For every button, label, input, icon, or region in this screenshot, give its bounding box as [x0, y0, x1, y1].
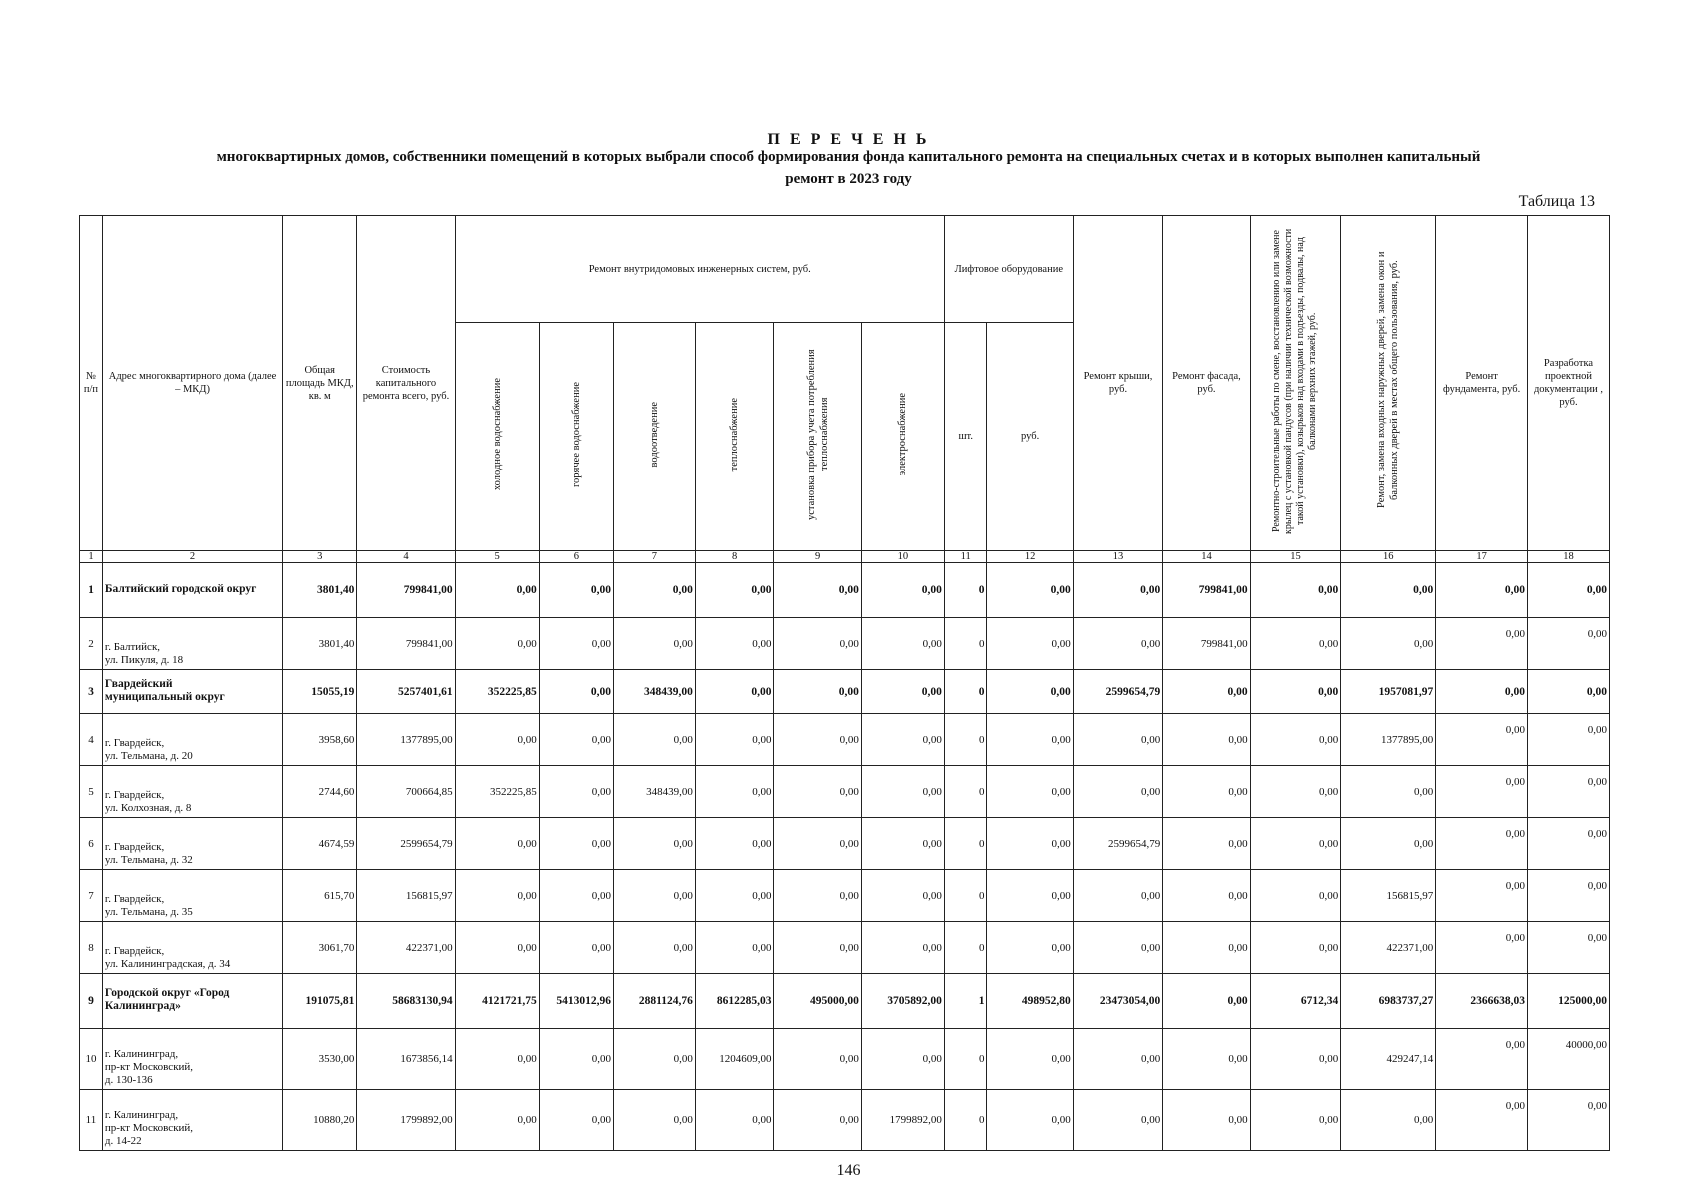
row-number: 2 [80, 618, 103, 670]
cell-facade: 0,00 [1163, 870, 1250, 922]
column-number: 8 [695, 551, 774, 563]
cell-cost: 422371,00 [357, 922, 455, 974]
cell-area: 3061,70 [283, 922, 357, 974]
cell-heat: 0,00 [695, 563, 774, 618]
cell-roof: 0,00 [1073, 766, 1163, 818]
header-facade: Ремонт фасада, руб. [1163, 216, 1250, 551]
cell-lift-n: 0 [944, 870, 987, 922]
cell-lift-n: 0 [944, 714, 987, 766]
column-number: 12 [987, 551, 1073, 563]
header-foundation: Ремонт фундамента, руб. [1436, 216, 1528, 551]
cell-cost: 1377895,00 [357, 714, 455, 766]
address-line: д. 130-136 [104, 1074, 153, 1086]
cell-lift-n: 0 [944, 1090, 987, 1151]
document-subtitle: многоквартирных домов, собственники помещений в которых выбрали способ формирования фонда капитального ремонта на специальных счетах и в которых выполнен капитальный [216, 149, 1481, 165]
cell-drain: 0,00 [613, 818, 695, 870]
cell-lift-n: 0 [944, 818, 987, 870]
cell-design: 0,00 [1527, 766, 1609, 818]
cell-area: 2744,60 [283, 766, 357, 818]
cell-cold: 0,00 [455, 1029, 539, 1090]
column-number: 15 [1250, 551, 1341, 563]
cell-design: 125000,00 [1527, 974, 1609, 1029]
cell-facade: 0,00 [1163, 1029, 1250, 1090]
cell-roof: 23473054,00 [1073, 974, 1163, 1029]
cell-elec: 0,00 [861, 870, 944, 922]
cell-heat: 1204609,00 [695, 1029, 774, 1090]
address-line: Калининград» [104, 1000, 181, 1012]
row-address [102, 618, 282, 670]
cell-lift-n: 0 [944, 670, 987, 714]
table-row [80, 670, 1610, 714]
header-area: Общая площадь МКД, кв. м [283, 216, 357, 551]
cell-lift-n: 0 [944, 618, 987, 670]
cell-heat: 0,00 [695, 766, 774, 818]
cell-lift-rub: 0,00 [987, 1090, 1073, 1151]
column-number: 4 [357, 551, 455, 563]
cell-constr: 0,00 [1250, 563, 1341, 618]
cell-doors: 1957081,97 [1341, 670, 1436, 714]
cell-found: 0,00 [1436, 870, 1528, 922]
cell-constr: 0,00 [1250, 818, 1341, 870]
cell-facade: 0,00 [1163, 714, 1250, 766]
cell-cold: 352225,85 [455, 670, 539, 714]
cell-heat: 0,00 [695, 714, 774, 766]
document-subtitle-2: ремонт в 2023 году [785, 171, 912, 187]
cell-doors: 429247,14 [1341, 1029, 1436, 1090]
cell-doors: 156815,97 [1341, 870, 1436, 922]
cell-doors: 0,00 [1341, 563, 1436, 618]
cell-design: 0,00 [1527, 618, 1609, 670]
row-number: 7 [80, 870, 103, 922]
cell-hot: 0,00 [539, 870, 613, 922]
cell-meter: 0,00 [774, 670, 861, 714]
cell-elec: 0,00 [861, 1029, 944, 1090]
row-number: 3 [80, 670, 103, 714]
cell-roof: 2599654,79 [1073, 818, 1163, 870]
row-address [102, 766, 282, 818]
column-number: 18 [1527, 551, 1609, 563]
cell-heat: 0,00 [695, 670, 774, 714]
cell-area: 3530,00 [283, 1029, 357, 1090]
header-num: № п/п [80, 216, 103, 551]
cell-constr: 0,00 [1250, 1090, 1341, 1151]
column-number: 5 [455, 551, 539, 563]
address-line: г. Калининград, [104, 1048, 179, 1060]
cell-lift-rub: 0,00 [987, 714, 1073, 766]
address-line: г. Гвардейск, [104, 893, 165, 905]
cell-hot: 0,00 [539, 766, 613, 818]
table-row [80, 1029, 1610, 1090]
cell-lift-rub: 0,00 [987, 563, 1073, 618]
header-drainage: водоотведение [613, 323, 695, 551]
cell-cold: 0,00 [455, 870, 539, 922]
header-lift-group: Лифтовое оборудование [944, 216, 1073, 323]
cell-area: 3958,60 [283, 714, 357, 766]
address-line: Гвардейский [104, 677, 173, 690]
cell-cold: 0,00 [455, 618, 539, 670]
cell-cold: 4121721,75 [455, 974, 539, 1029]
cell-lift-rub: 0,00 [987, 766, 1073, 818]
cell-roof: 0,00 [1073, 1029, 1163, 1090]
address-line: ул. Пикуля, д. 18 [104, 654, 184, 666]
cell-hot: 0,00 [539, 1090, 613, 1151]
address-line: пр-кт Московский, [104, 1122, 194, 1134]
cell-constr: 0,00 [1250, 618, 1341, 670]
cell-elec: 0,00 [861, 818, 944, 870]
cell-drain: 0,00 [613, 870, 695, 922]
cell-constr: 6712,34 [1250, 974, 1341, 1029]
cell-design: 0,00 [1527, 818, 1609, 870]
column-number: 7 [613, 551, 695, 563]
cell-meter: 0,00 [774, 1029, 861, 1090]
cell-meter: 0,00 [774, 766, 861, 818]
cell-constr: 0,00 [1250, 670, 1341, 714]
row-address [102, 670, 282, 714]
cell-found: 0,00 [1436, 714, 1528, 766]
row-number: 11 [80, 1090, 103, 1151]
address-line: г. Гвардейск, [104, 945, 165, 957]
table-row [80, 766, 1610, 818]
header-address: Адрес многоквартирного дома (далее – МКД) [102, 216, 282, 551]
cell-lift-rub: 0,00 [987, 922, 1073, 974]
address-line: г. Гвардейск, [104, 789, 165, 801]
cell-facade: 0,00 [1163, 766, 1250, 818]
cell-doors: 0,00 [1341, 818, 1436, 870]
cell-facade: 0,00 [1163, 974, 1250, 1029]
cell-lift-n: 0 [944, 563, 987, 618]
address-line: г. Балтийск, [104, 641, 161, 653]
row-address [102, 974, 282, 1029]
cell-area: 3801,40 [283, 618, 357, 670]
cell-facade: 0,00 [1163, 922, 1250, 974]
cell-design: 40000,00 [1527, 1029, 1609, 1090]
column-number: 1 [80, 551, 103, 563]
cell-found: 0,00 [1436, 922, 1528, 974]
cell-roof: 0,00 [1073, 563, 1163, 618]
cell-cold: 0,00 [455, 922, 539, 974]
header-electric: электроснабжение [861, 323, 944, 551]
cell-facade: 799841,00 [1163, 563, 1250, 618]
cell-roof: 0,00 [1073, 714, 1163, 766]
cell-lift-rub: 0,00 [987, 870, 1073, 922]
cell-hot: 0,00 [539, 818, 613, 870]
cell-meter: 0,00 [774, 563, 861, 618]
address-line: ул. Колхозная, д. 8 [104, 802, 192, 814]
cell-facade: 799841,00 [1163, 618, 1250, 670]
cell-drain: 0,00 [613, 714, 695, 766]
row-address [102, 870, 282, 922]
column-number-row [80, 551, 1610, 563]
cell-hot: 0,00 [539, 618, 613, 670]
cell-roof: 0,00 [1073, 870, 1163, 922]
header-cost: Стоимость капитального ремонта всего, руб. [357, 216, 455, 551]
address-line: ул. Тельмана, д. 20 [104, 750, 193, 762]
row-address [102, 714, 282, 766]
cell-area: 4674,59 [283, 818, 357, 870]
cell-roof: 0,00 [1073, 922, 1163, 974]
cell-drain: 0,00 [613, 618, 695, 670]
cell-found: 0,00 [1436, 563, 1528, 618]
cell-drain: 0,00 [613, 1090, 695, 1151]
table-row [80, 974, 1610, 1029]
cell-area: 15055,19 [283, 670, 357, 714]
cell-hot: 0,00 [539, 922, 613, 974]
column-number: 3 [283, 551, 357, 563]
header-construction: Ремонтно-строительные работы по смене, восстановлению или замене крылец с установкой пандусов (при наличии технической возможности такой установки), козырьков над входами в подъезды, подвалы, над балконами верхних этажей, руб. [1250, 216, 1341, 551]
cell-design: 0,00 [1527, 563, 1609, 618]
address-line: Балтийский городской округ [104, 582, 257, 595]
table-row [80, 818, 1610, 870]
header-heating: теплоснабжение [695, 323, 774, 551]
cell-cost: 1799892,00 [357, 1090, 455, 1151]
header-doors-windows: Ремонт, замена входных наружных дверей, замена окон и балконных дверей в местах общего пользования, руб. [1341, 216, 1436, 551]
cell-hot: 0,00 [539, 1029, 613, 1090]
cell-drain: 348439,00 [613, 670, 695, 714]
cell-lift-rub: 0,00 [987, 670, 1073, 714]
cell-drain: 348439,00 [613, 766, 695, 818]
cell-elec: 0,00 [861, 766, 944, 818]
cell-found: 0,00 [1436, 1029, 1528, 1090]
row-address [102, 922, 282, 974]
cell-roof: 0,00 [1073, 618, 1163, 670]
table-number: Таблица 13 [1518, 193, 1595, 210]
cell-lift-n: 0 [944, 766, 987, 818]
cell-area: 10880,20 [283, 1090, 357, 1151]
cell-elec: 0,00 [861, 670, 944, 714]
row-number: 4 [80, 714, 103, 766]
cell-constr: 0,00 [1250, 766, 1341, 818]
cell-cost: 156815,97 [357, 870, 455, 922]
cell-area: 615,70 [283, 870, 357, 922]
cell-cost: 700664,85 [357, 766, 455, 818]
row-number: 9 [80, 974, 103, 1029]
cell-elec: 1799892,00 [861, 1090, 944, 1151]
cell-lift-n: 1 [944, 974, 987, 1029]
cell-drain: 0,00 [613, 1029, 695, 1090]
cell-meter: 495000,00 [774, 974, 861, 1029]
row-address [102, 1029, 282, 1090]
header-heat-meter: установка прибора учета потребления теплоснабжения [774, 323, 861, 551]
row-number: 6 [80, 818, 103, 870]
header-cold-water: холодное водоснабжение [455, 323, 539, 551]
cell-constr: 0,00 [1250, 1029, 1341, 1090]
cell-meter: 0,00 [774, 714, 861, 766]
cell-cost: 58683130,94 [357, 974, 455, 1029]
cell-design: 0,00 [1527, 1090, 1609, 1151]
capital-repair-table [79, 215, 1610, 1151]
cell-elec: 0,00 [861, 922, 944, 974]
cell-elec: 0,00 [861, 563, 944, 618]
cell-heat: 0,00 [695, 618, 774, 670]
cell-cost: 799841,00 [357, 618, 455, 670]
cell-facade: 0,00 [1163, 1090, 1250, 1151]
cell-doors: 0,00 [1341, 618, 1436, 670]
cell-meter: 0,00 [774, 818, 861, 870]
row-number: 10 [80, 1029, 103, 1090]
cell-area: 3801,40 [283, 563, 357, 618]
column-number: 10 [861, 551, 944, 563]
column-number: 14 [1163, 551, 1250, 563]
cell-hot: 0,00 [539, 670, 613, 714]
header-systems-group: Ремонт внутридомовых инженерных систем, руб. [455, 216, 944, 323]
document-title: П Е Р Е Ч Е Н Ь [767, 131, 930, 148]
cell-cold: 0,00 [455, 714, 539, 766]
cell-roof: 2599654,79 [1073, 670, 1163, 714]
cell-cost: 5257401,61 [357, 670, 455, 714]
row-address [102, 563, 282, 618]
cell-hot: 5413012,96 [539, 974, 613, 1029]
address-line: ул. Калининградская, д. 34 [104, 958, 231, 970]
cell-found: 0,00 [1436, 618, 1528, 670]
cell-heat: 0,00 [695, 818, 774, 870]
address-line: г. Гвардейск, [104, 841, 165, 853]
column-number: 11 [944, 551, 987, 563]
table-body [80, 563, 1610, 1151]
cell-elec: 3705892,00 [861, 974, 944, 1029]
header-lift-rub: руб. [987, 323, 1073, 551]
table-row [80, 563, 1610, 618]
header-design-docs: Разработка проектной документации , руб. [1527, 216, 1609, 551]
cell-cost: 2599654,79 [357, 818, 455, 870]
address-line: ул. Тельмана, д. 32 [104, 854, 193, 866]
cell-found: 0,00 [1436, 766, 1528, 818]
cell-drain: 0,00 [613, 922, 695, 974]
cell-cost: 1673856,14 [357, 1029, 455, 1090]
cell-doors: 6983737,27 [1341, 974, 1436, 1029]
cell-doors: 0,00 [1341, 1090, 1436, 1151]
row-number: 8 [80, 922, 103, 974]
cell-heat: 0,00 [695, 922, 774, 974]
cell-area: 191075,81 [283, 974, 357, 1029]
column-number: 6 [539, 551, 613, 563]
cell-facade: 0,00 [1163, 818, 1250, 870]
cell-lift-n: 0 [944, 922, 987, 974]
row-address [102, 1090, 282, 1151]
cell-lift-n: 0 [944, 1029, 987, 1090]
cell-found: 0,00 [1436, 818, 1528, 870]
cell-cold: 0,00 [455, 1090, 539, 1151]
column-number: 9 [774, 551, 861, 563]
cell-hot: 0,00 [539, 563, 613, 618]
cell-design: 0,00 [1527, 870, 1609, 922]
header-roof: Ремонт крыши, руб. [1073, 216, 1163, 551]
address-line: д. 14-22 [104, 1135, 142, 1147]
cell-facade: 0,00 [1163, 670, 1250, 714]
cell-constr: 0,00 [1250, 870, 1341, 922]
table-row [80, 714, 1610, 766]
column-number: 17 [1436, 551, 1528, 563]
address-line: муниципальный округ [104, 690, 225, 703]
cell-meter: 0,00 [774, 618, 861, 670]
address-line: г. Калининград, [104, 1109, 179, 1121]
cell-lift-rub: 0,00 [987, 1029, 1073, 1090]
header-hot-water: горячее водоснабжение [539, 323, 613, 551]
cell-found: 0,00 [1436, 670, 1528, 714]
cell-cold: 0,00 [455, 818, 539, 870]
cell-cold: 352225,85 [455, 766, 539, 818]
cell-doors: 422371,00 [1341, 922, 1436, 974]
cell-cold: 0,00 [455, 563, 539, 618]
cell-roof: 0,00 [1073, 1090, 1163, 1151]
cell-lift-rub: 0,00 [987, 818, 1073, 870]
address-line: ул. Тельмана, д. 35 [104, 906, 193, 918]
cell-drain: 0,00 [613, 563, 695, 618]
table-row [80, 870, 1610, 922]
cell-meter: 0,00 [774, 1090, 861, 1151]
address-line: Городской округ «Город [104, 987, 230, 999]
row-number: 5 [80, 766, 103, 818]
cell-meter: 0,00 [774, 922, 861, 974]
cell-elec: 0,00 [861, 714, 944, 766]
cell-drain: 2881124,76 [613, 974, 695, 1029]
page-number: 146 [836, 1162, 861, 1179]
column-number: 13 [1073, 551, 1163, 563]
table-row [80, 922, 1610, 974]
table-row [80, 618, 1610, 670]
cell-meter: 0,00 [774, 870, 861, 922]
column-number: 16 [1341, 551, 1436, 563]
cell-cost: 799841,00 [357, 563, 455, 618]
cell-elec: 0,00 [861, 618, 944, 670]
cell-design: 0,00 [1527, 670, 1609, 714]
table-row [80, 1090, 1610, 1151]
header-lift-units: шт. [944, 323, 987, 551]
cell-design: 0,00 [1527, 714, 1609, 766]
address-line: г. Гвардейск, [104, 737, 165, 749]
cell-lift-rub: 498952,80 [987, 974, 1073, 1029]
cell-found: 0,00 [1436, 1090, 1528, 1151]
cell-found: 2366638,03 [1436, 974, 1528, 1029]
cell-lift-rub: 0,00 [987, 618, 1073, 670]
cell-design: 0,00 [1527, 922, 1609, 974]
address-line: пр-кт Московский, [104, 1061, 194, 1073]
cell-constr: 0,00 [1250, 714, 1341, 766]
row-address [102, 818, 282, 870]
cell-doors: 0,00 [1341, 766, 1436, 818]
cell-hot: 0,00 [539, 714, 613, 766]
row-number: 1 [80, 563, 103, 618]
column-number: 2 [102, 551, 282, 563]
cell-doors: 1377895,00 [1341, 714, 1436, 766]
cell-heat: 0,00 [695, 1090, 774, 1151]
cell-heat: 8612285,03 [695, 974, 774, 1029]
cell-constr: 0,00 [1250, 922, 1341, 974]
cell-heat: 0,00 [695, 870, 774, 922]
